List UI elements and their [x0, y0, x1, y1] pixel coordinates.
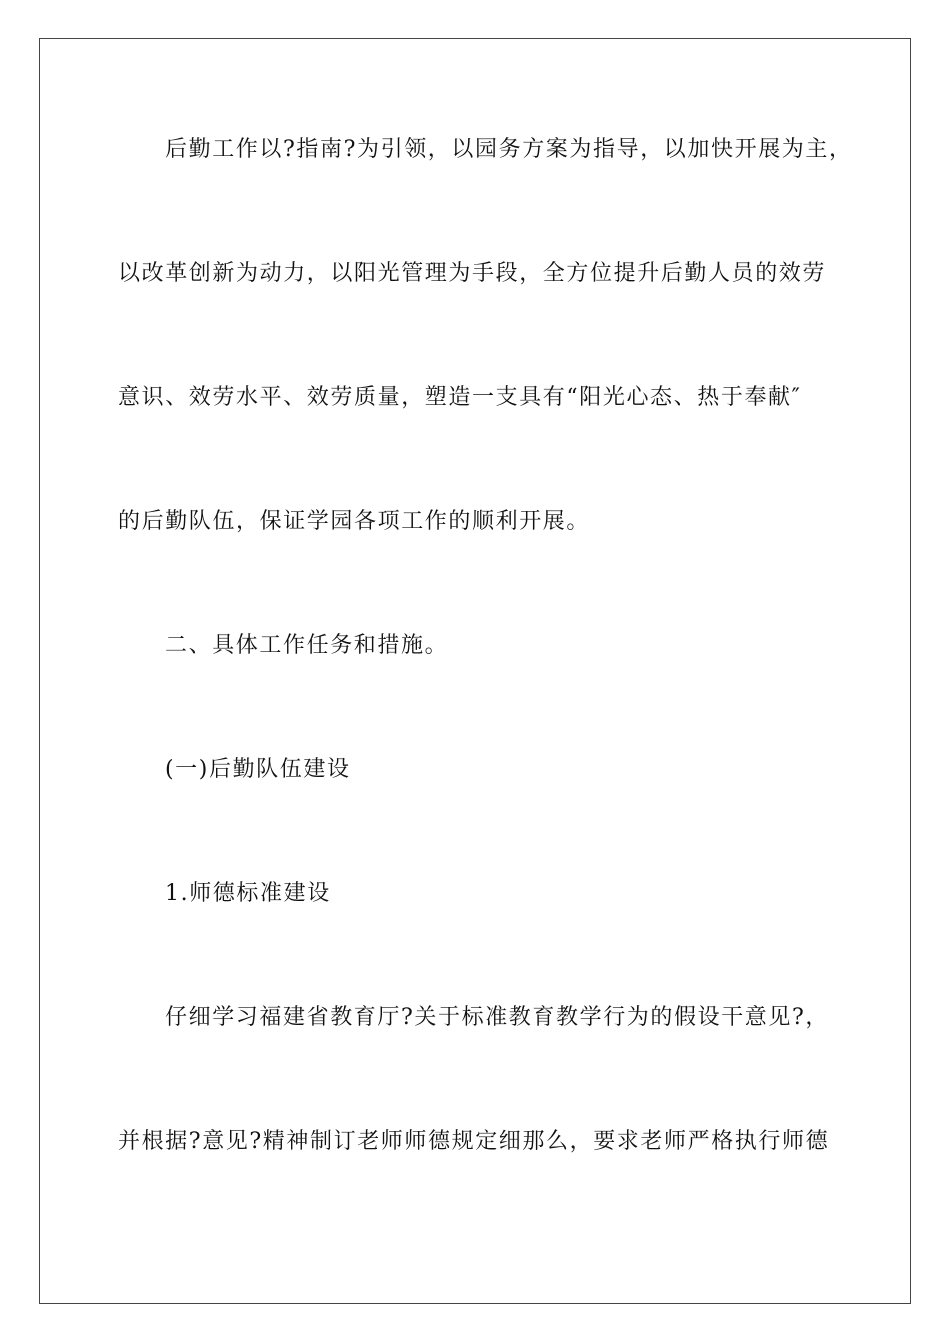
subsection-heading: (一)后勤队伍建设 [165, 757, 351, 782]
paragraph-line-6: 并根据?意见?精神制订老师师德规定细那么，要求老师严格执行师德 [118, 1129, 830, 1154]
paragraph-line-4: 的后勤队伍，保证学园各项工作的顺利开展。 [118, 509, 591, 534]
section-heading: 二、具体工作任务和措施。 [165, 633, 449, 658]
paragraph-line-3: 意识、效劳水平、效劳质量，塑造一支具有“阳光心态、热于奉献″ [118, 385, 802, 410]
item-heading: 1.师德标准建设 [165, 881, 331, 906]
paragraph-line-5: 仔细学习福建省教育厅?关于标准教育教学行为的假设干意见?， [165, 1005, 829, 1030]
paragraph-line-2: 以改革创新为动力，以阳光管理为手段，全方位提升后勤人员的效劳 [118, 261, 827, 286]
paragraph-line-1: 后勤工作以?指南?为引领，以园务方案为指导，以加快开展为主， [165, 137, 853, 162]
page-border [39, 38, 911, 1304]
